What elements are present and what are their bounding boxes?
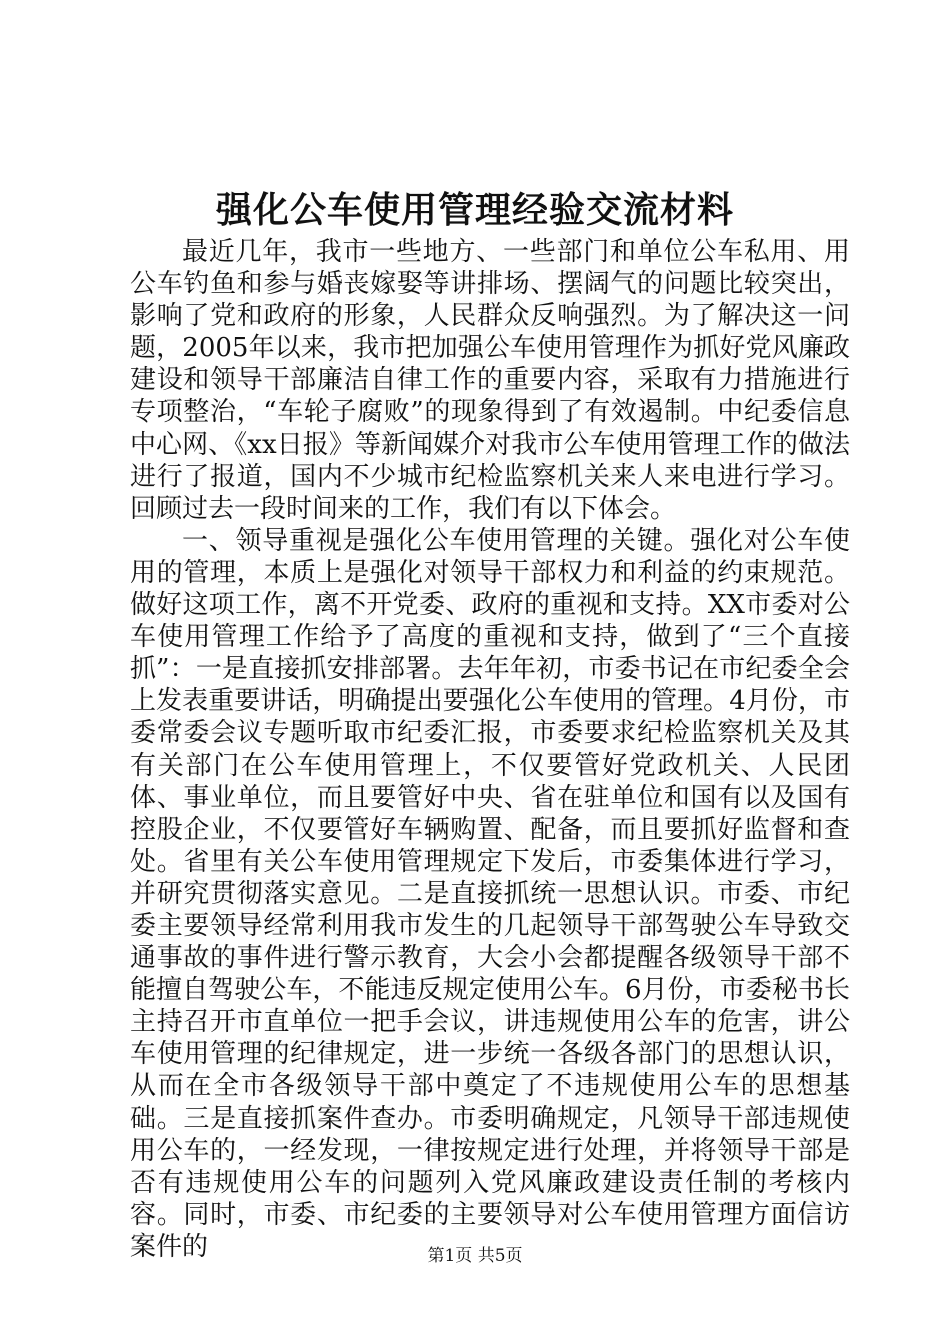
paragraph-intro: 最近几年，我市一些地方、一些部门和单位公车私用、用公车钓鱼和参与婚丧嫁娶等讲排场、摆阔气的问题比较突出，影响了党和政府的形象，人民群众反响强烈。为了解决这一问题，2005年以来，我市把加强公车使用管理作为抓好党风廉政建设和领导干部廉洁自律工作的重要内容，采取有力措施进行专项整治，“车轮子腐败”的现象得到了有效遏制。中纪委信息中心网、《xx日报》等新闻媒介对我市公车使用管理工作的做法进行了报道，国内不少城市纪检监察机关来人来电进行学习。回顾过去一段时间来的工作，我们有以下体会。 [130, 237, 850, 524]
paragraph-leadership: 一、领导重视是强化公车使用管理的关键。强化对公车使用的管理，本质上是强化对领导干部权力和利益的约束规范。做好这项工作，离不开党委、政府的重视和支持。XX市委对公车使用管理工作给予了高度的重视和支持，做到了“三个直接抓”：一是直接抓安排部署。去年年初，市委书记在市纪委全会上发表重要讲话，明确提出要强化公车使用的管理。4月份，市委常委会议专题听取市纪委汇报，市委要求纪检监察机关及其有关部门在公车使用管理上，不仅要管好党政机关、人民团体、事业单位，而且要管好中央、省在驻单位和国有以及国有控股企业，不仅要管好车辆购置、配备，而且要抓好监督和查处。省里有关公车使用管理规定下发后，市委集体进行学习，并研究贯彻落实意见。二是直接抓统一思想认识。市委、市纪委主要领导经常利用我市发生的几起领导干部驾驶公车导致交通事故的事件进行警示教育，大会小会都提醒各级领导干部不能擅自驾驶公车，不能违反规定使用公车。6月份，市委秘书长主持召开市直单位一把手会议，讲违规使用公车的危害，讲公车使用管理的纪律规定，进一步统一各级各部门的思想认识，从而在全市各级领导干部中奠定了不违规使用公车的思想基础。三是直接抓案件查办。市委明确规定，凡领导干部违规使用公车的，一经发现，一律按规定进行处理，并将领导干部是否有违规使用公车的问题列入党风廉政建设责任制的考核内容。同时，市委、市纪委的主要领导对公车使用管理方面信访案件的 [130, 525, 850, 1262]
page-number-footer: 第1页 共5页 [427, 1246, 523, 1266]
document-body [130, 236, 850, 1263]
document-title: 强化公车使用管理经验交流材料 [215, 189, 734, 231]
